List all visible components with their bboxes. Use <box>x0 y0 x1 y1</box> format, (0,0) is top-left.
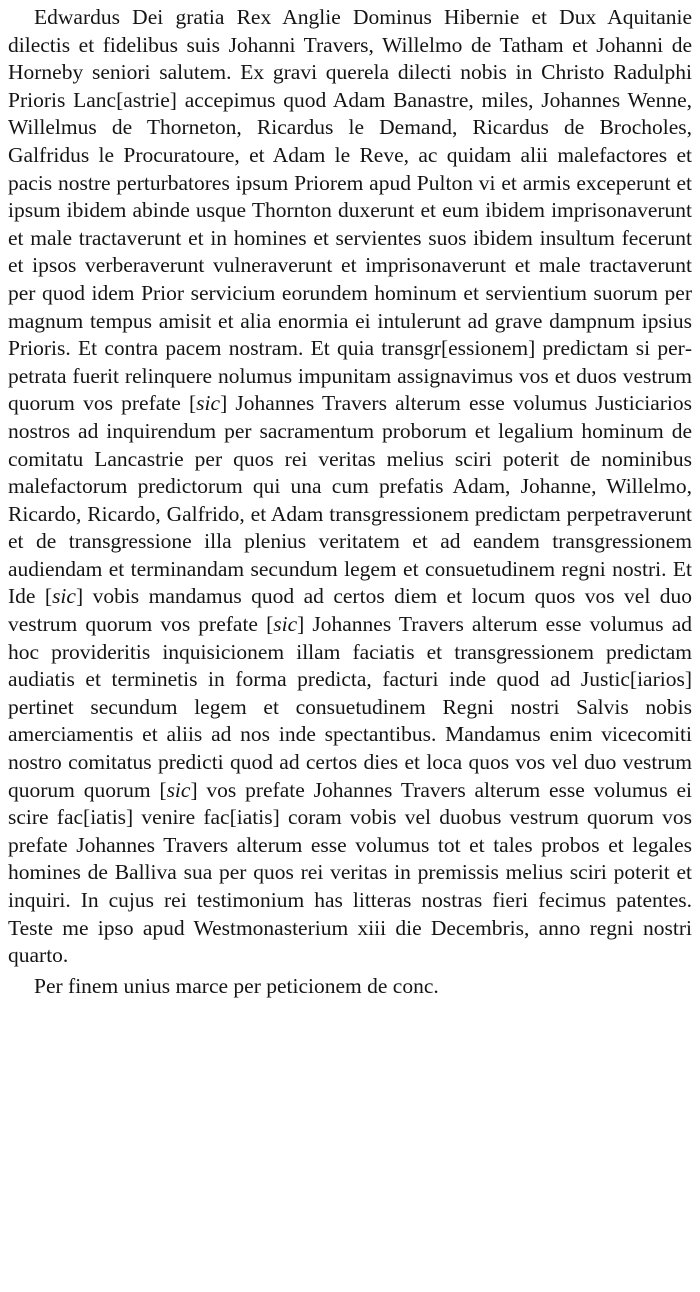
closing-note: Per finem unius marce per peticionem de conc. <box>34 973 439 998</box>
sic-marker: sic <box>52 584 76 609</box>
document-page <box>8 4 692 1000</box>
sic-marker: sic <box>273 612 298 637</box>
sic-marker: sic <box>166 777 191 802</box>
writ-paragraph: Edwardus Dei gratia Rex Anglie Dominus Hibernie et Dux Aquitanie dilectis et fidelibus suis Johanni Travers, Willelmo de Tatham et Johanni de Horneby seniori salutem. Ex gravi querela dilecti nobis in Christo Radulphi Prioris Lanc[astrie] accepimus quod Adam Banastre, miles, Johannes Wenne, Willelmus de Thorneton, Ricardus le Demand, Ricardus de Brocholes, Galfridus le Procuratoure, et Adam le Reve, ac quidam alii malefactores et pacis nostre perturbatores ipsum Priorem apud Pulton vi et armis exceperunt et ipsum ibidem abinde usque Thornton duxerunt et eum ibidem imprisonaverunt et male tractaverunt et in homines et servientes suos ibidem insultum fecerunt et ipsos verberaverunt vulneraverunt et imprisonaverunt et male tractaverunt per quod idem Prior servicium eorundem hominum et servientium suorum per magnum tempus amisit et alia enormia ei intulerunt ad grave dampnum ipsius Prioris. Et contra pacem nostram. Et quia transgr[essionem] predictam si perpetrata fuerit relinquere nolumus impunitam assignavimus vos et duos vestrum quorum vos prefate [sic] Johannes Travers alterum esse volumus Justiciarios nostros ad inquirendum per sacramentum proborum et legalium hominum de comitatu Lancastrie per quos rei veritas melius sciri poterit de nominibus malefactorum predictorum qui una cum prefatis Adam, Johanne, Willelmo, Ricardo, Ricardo, Galfrido, et Adam transgressionem predictam perpetraverunt et de transgressione illa plenius veritatem et ad eandem transgressionem audiendam et terminandam secundum legem et consuetudinem regni nostri. Et Ide [sic] vobis mandamus quod ad certos diem et locum quos vos vel duo vestrum quorum vos prefate [sic] Johannes Travers alterum esse volumus ad hoc provideritis inquisicionem illam faciatis et transgressionem predictam audiatis et terminetis in forma predicta, facturi inde quod ad Justic[iarios] pertinet secundum legem et consuetudinem Regni nostri Salvis nobis amerciamentis et aliis ad nos inde spectantibus. Mandamus enim vicecomiti nostro comitatus predicti quod ad certos dies et loca quos vos vel duo vestrum quorum quorum [sic] vos prefate Johannes Travers alterum esse volumus ei scire fac[iatis] venire fac[iatis] coram vobis vel duobus vestrum quorum vos prefate Johannes Travers alterum esse volumus tot et tales probos et legales homines de Balliva sua per quos rei veritas in premissis melius sciri poterit et inquiri. In cujus rei testimonium has litteras nostras fieri fecimus patentes. Teste me ipso apud Westmonasterium xiii die Decembris, anno regni nostri quarto. <box>8 5 693 968</box>
sic-marker: sic <box>196 391 221 416</box>
